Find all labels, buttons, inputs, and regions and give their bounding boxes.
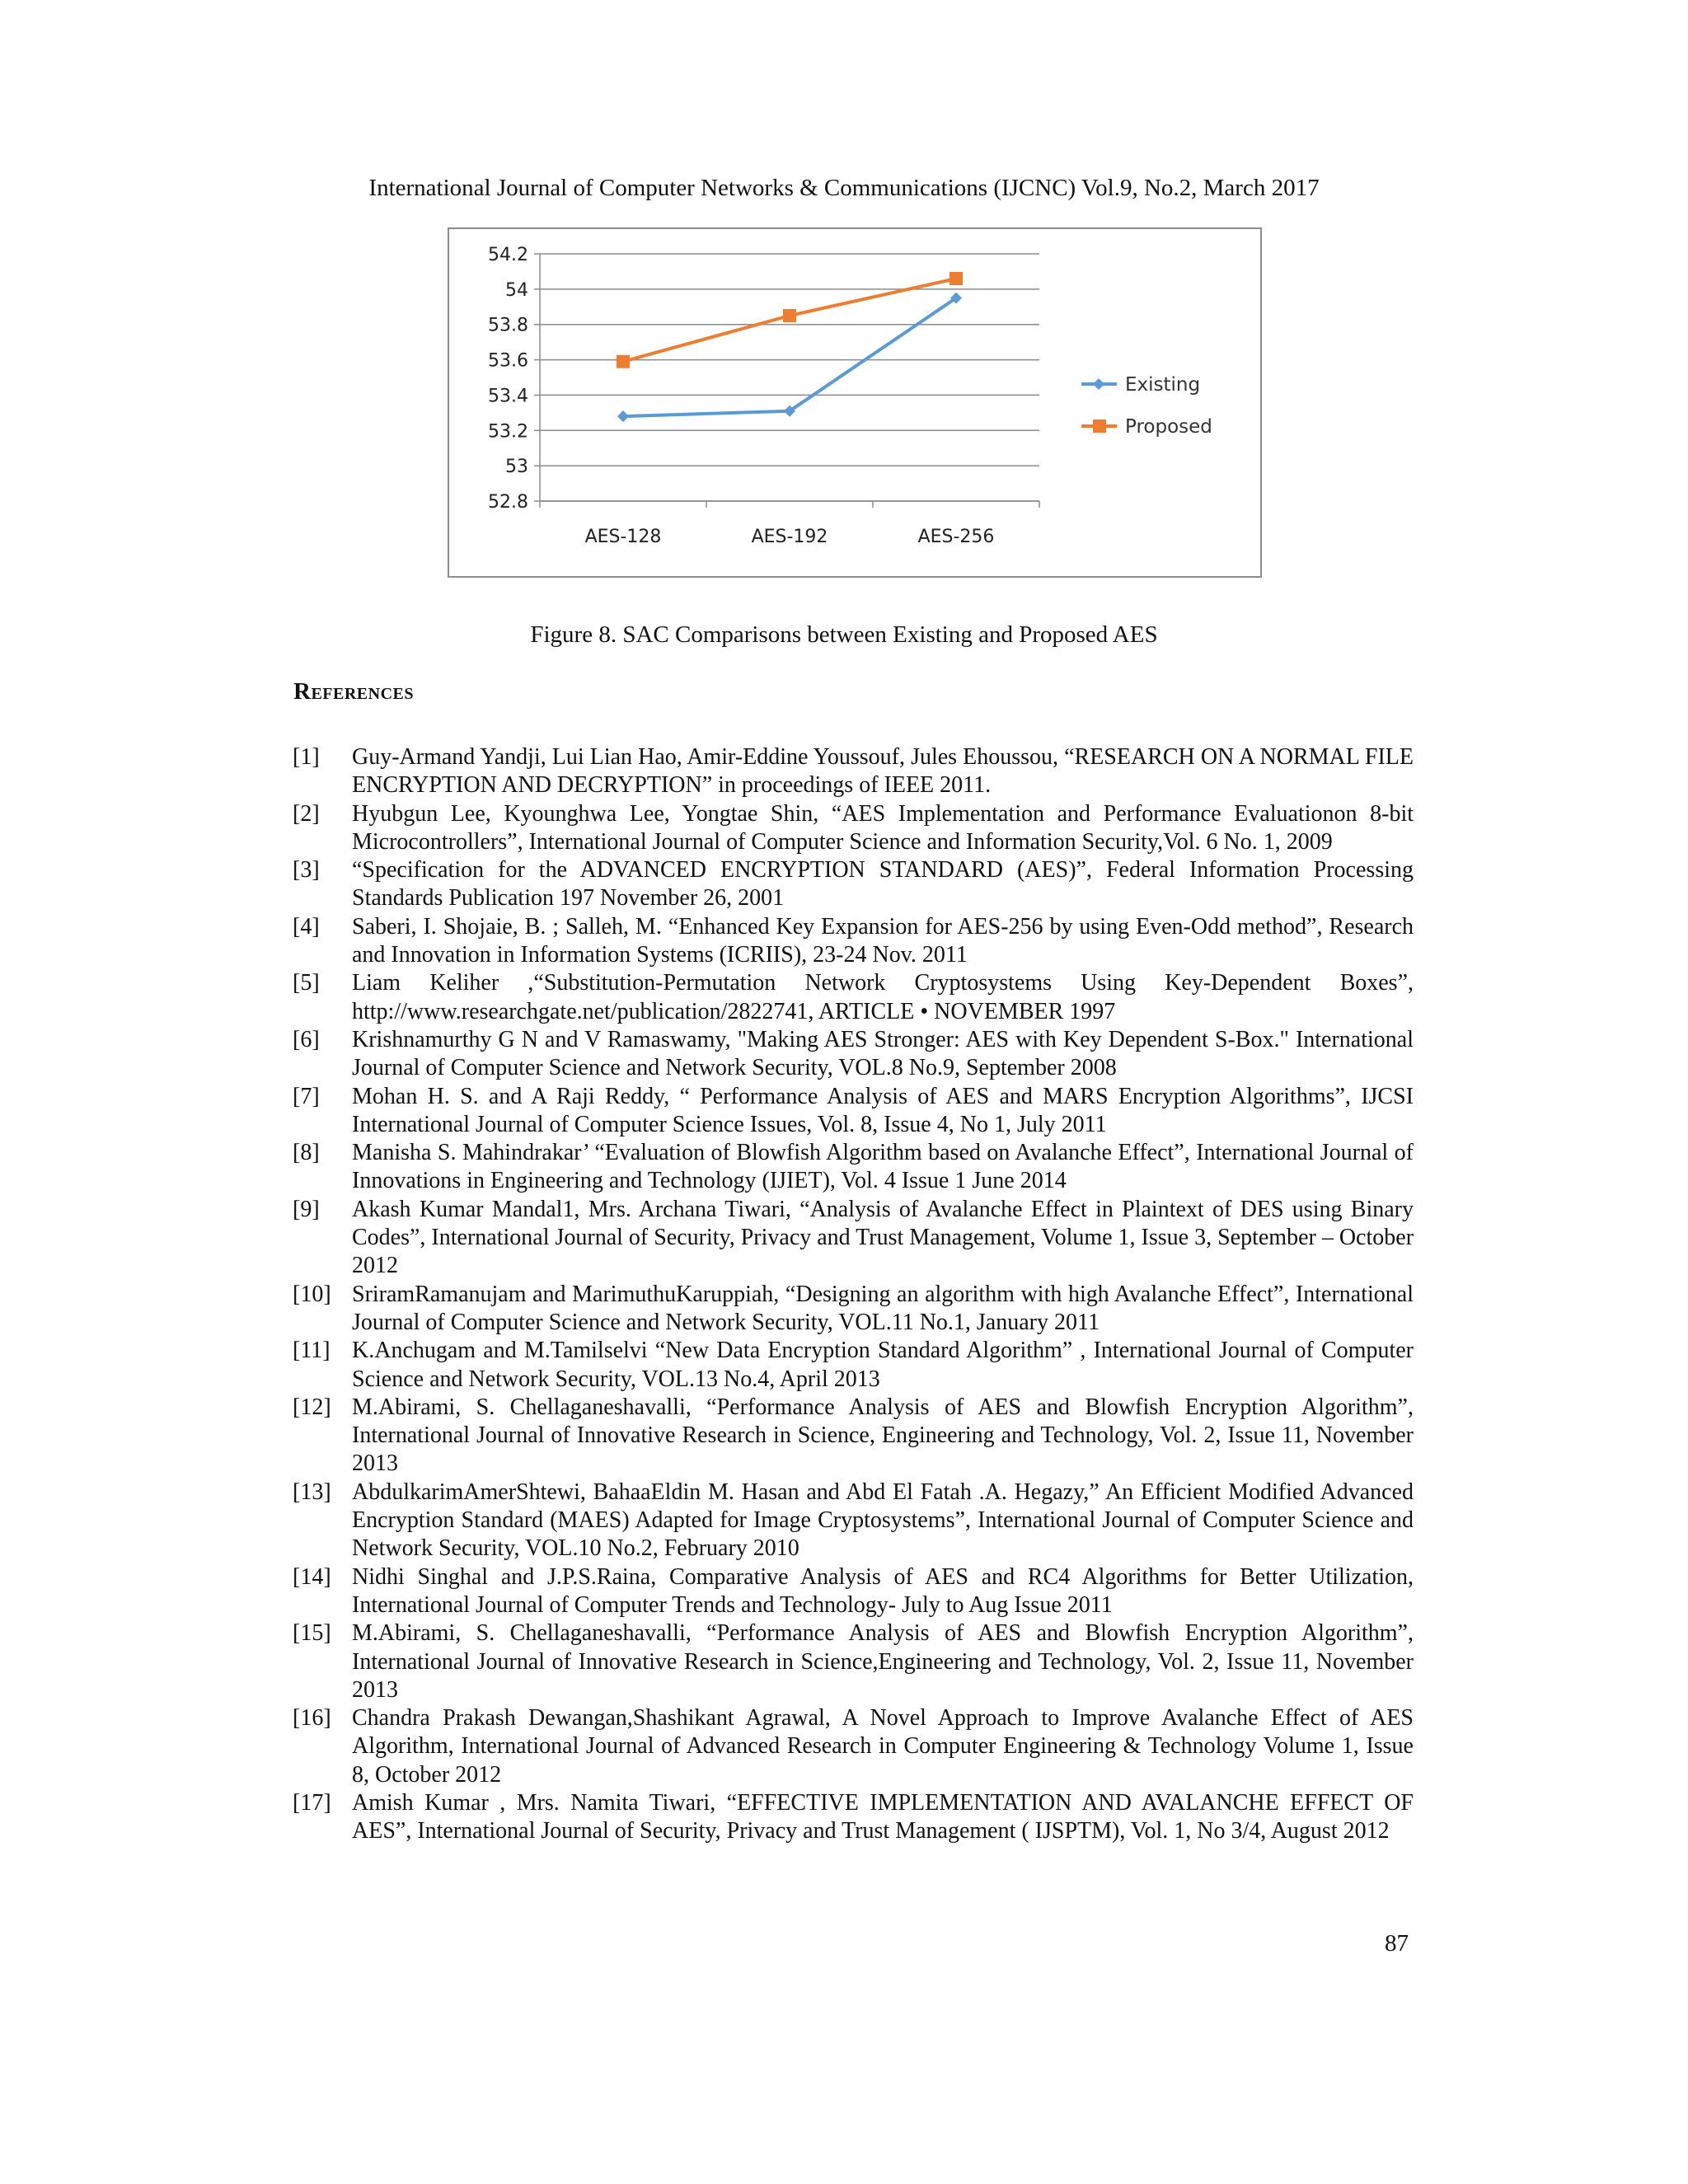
x-tick-label: AES-128 <box>584 527 662 547</box>
x-tick-label: AES-192 <box>751 527 828 547</box>
reference-item <box>293 913 1414 970</box>
reference-text: M.Abirami, S. Chellaganeshavalli, “Performance Analysis of AES and Blowfish Encryption Algorithm”, International Journal of Innovative Research in Science, Engineering and Technology, Vol. 2, Issue 11, November 2013 <box>352 1394 1414 1477</box>
y-tick-label: 53.4 <box>488 386 528 407</box>
reference-text: Hyubgun Lee, Kyounghwa Lee, Yongtae Shin, “AES Implementation and Performance Evaluationon 8-bit Microcontrollers”, International Journal of Computer Science and Information Security,Vol. 6 No. 1, 2009 <box>352 800 1414 855</box>
references-list <box>293 743 1414 1846</box>
reference-item <box>293 743 1414 800</box>
reference-text: Guy-Armand Yandji, Lui Lian Hao, Amir-Eddine Youssouf, Jules Ehoussou, “RESEARCH ON A NORMAL FILE ENCRYPTION AND DECRYPTION” in proceedings of IEEE 2011. <box>352 744 1414 799</box>
reference-number: [4] <box>293 913 320 940</box>
y-tick-label: 53.2 <box>488 421 528 443</box>
reference-item <box>293 969 1414 1026</box>
reference-text: Krishnamurthy G N and V Ramaswamy, "Making AES Stronger: AES with Key Dependent S-Box." International Journal of Computer Science and Network Security, VOL.8 No.9, September 2008 <box>352 1026 1414 1081</box>
x-tick-label: AES-256 <box>917 527 995 547</box>
data-point-proposed <box>783 309 796 322</box>
reference-item <box>293 1479 1414 1563</box>
legend-label: Existing <box>1125 374 1201 396</box>
y-tick-label: 54.2 <box>488 245 528 265</box>
legend-marker <box>1093 378 1104 390</box>
reference-number: [15] <box>293 1620 331 1647</box>
legend-marker <box>1093 419 1106 433</box>
references-heading: References <box>293 678 414 705</box>
y-tick-label: 53.6 <box>488 350 528 372</box>
figure-caption: Figure 8. SAC Comparisons between Existing and Proposed AES <box>530 621 1158 648</box>
reference-number: [3] <box>293 857 320 883</box>
reference-text: Liam Keliher ,“Substitution-Permutation Network Cryptosystems Using Key-Dependent Boxes”, http://www.researchgate.net/publication/2822741, ARTICLE • NOVEMBER 1997 <box>352 970 1414 1024</box>
reference-number: [17] <box>293 1789 331 1816</box>
reference-item <box>293 1337 1414 1394</box>
reference-text: M.Abirami, S. Chellaganeshavalli, “Performance Analysis of AES and Blowfish Encryption Algorithm”, International Journal of Innovative Research in Science,Engineering and Technology, Vol. 2, Issue 11, November 2013 <box>352 1620 1414 1703</box>
reference-item <box>293 1619 1414 1704</box>
reference-text: Mohan H. S. and A Raji Reddy, “ Performance Analysis of AES and MARS Encryption Algorithms”, IJCSI International Journal of Computer Science Issues, Vol. 8, Issue 4, No 1, July 2011 <box>352 1083 1414 1137</box>
y-tick-label: 53.8 <box>488 315 528 336</box>
reference-item <box>293 1026 1414 1083</box>
reference-text: Amish Kumar , Mrs. Namita Tiwari, “EFFECTIVE IMPLEMENTATION AND AVALANCHE EFFECT OF AES”, International Journal of Security, Privacy and Trust Management ( IJSPTM), Vol. 1, No 3/4, August 2012 <box>352 1789 1414 1844</box>
reference-text: Nidhi Singhal and J.P.S.Raina, Comparative Analysis of AES and RC4 Algorithms for Better Utilization, International Journal of Computer Trends and Technology- July to Aug Issue 2011 <box>352 1563 1414 1618</box>
reference-number: [10] <box>293 1281 331 1307</box>
reference-item <box>293 1789 1414 1846</box>
y-tick-label: 53 <box>505 457 528 478</box>
reference-text: “Specification for the ADVANCED ENCRYPTION STANDARD (AES)”, Federal Information Processing Standards Publication 197 November 26, 2001 <box>352 857 1414 912</box>
reference-text: SriramRamanujam and MarimuthuKaruppiah, “Designing an algorithm with high Avalanche Effect”, International Journal of Computer Science and Network Security, VOL.11 No.1, January 2011 <box>352 1281 1414 1335</box>
y-tick-label: 54 <box>505 279 528 301</box>
data-point-existing <box>617 410 629 422</box>
reference-number: [7] <box>293 1083 320 1109</box>
reference-item <box>293 1394 1414 1479</box>
reference-text: K.Anchugam and M.Tamilselvi “New Data Encryption Standard Algorithm” , International Journal of Computer Science and Network Security, VOL.13 No.4, April 2013 <box>352 1338 1414 1392</box>
reference-number: [11] <box>293 1338 331 1364</box>
reference-number: [1] <box>293 744 320 770</box>
reference-number: [14] <box>293 1563 331 1590</box>
reference-text: Akash Kumar Mandal1, Mrs. Archana Tiwari, “Analysis of Avalanche Effect in Plaintext of DES using Binary Codes”, International Journal of Security, Privacy and Trust Management, Volume 1, Issue 3, September – October 2012 <box>352 1196 1414 1279</box>
reference-number: [6] <box>293 1026 320 1052</box>
reference-text: Chandra Prakash Dewangan,Shashikant Agrawal, A Novel Approach to Improve Avalanche Effect of AES Algorithm, International Journal of Advanced Research in Computer Engineering & Technology Volume 1, Issue 8, October 2012 <box>352 1705 1414 1788</box>
reference-item <box>293 856 1414 913</box>
data-point-proposed <box>617 355 630 368</box>
reference-number: [16] <box>293 1705 331 1732</box>
reference-item <box>293 1563 1414 1620</box>
reference-item <box>293 1281 1414 1338</box>
reference-number: [13] <box>293 1479 331 1505</box>
legend-label: Proposed <box>1125 416 1212 438</box>
y-tick-label: 52.8 <box>488 492 528 513</box>
reference-number: [2] <box>293 800 320 827</box>
reference-number: [8] <box>293 1140 320 1166</box>
chart-canvas <box>449 229 1260 576</box>
running-header: International Journal of Computer Networks & Communications (IJCNC) Vol.9, No.2, March 2017 <box>368 175 1320 201</box>
reference-item <box>293 1139 1414 1196</box>
data-point-proposed <box>950 272 963 285</box>
sac-comparison-chart <box>448 227 1262 578</box>
reference-item <box>293 1704 1414 1789</box>
reference-number: [9] <box>293 1196 320 1222</box>
reference-item <box>293 1083 1414 1140</box>
page-number: 87 <box>1385 1930 1409 1957</box>
reference-number: [12] <box>293 1394 331 1420</box>
reference-item <box>293 800 1414 857</box>
reference-text: Manisha S. Mahindrakar’ “Evaluation of Blowfish Algorithm based on Avalanche Effect”, International Journal of Innovations in Engineering and Technology (IJIET), Vol. 4 Issue 1 June 2014 <box>352 1140 1414 1194</box>
reference-text: Saberi, I. Shojaie, B. ; Salleh, M. “Enhanced Key Expansion for AES-256 by using Even-Odd method”, Research and Innovation in Information Systems (ICRIIS), 23-24 Nov. 2011 <box>352 913 1414 968</box>
reference-text: AbdulkarimAmerShtewi, BahaaEldin M. Hasan and Abd El Fatah .A. Hegazy,” An Efficient Modified Advanced Encryption Standard (MAES) Adapted for Image Cryptosystems”, International Journal of Computer Science and Network Security, VOL.10 No.2, February 2010 <box>352 1479 1414 1562</box>
reference-number: [5] <box>293 970 320 996</box>
reference-item <box>293 1196 1414 1281</box>
